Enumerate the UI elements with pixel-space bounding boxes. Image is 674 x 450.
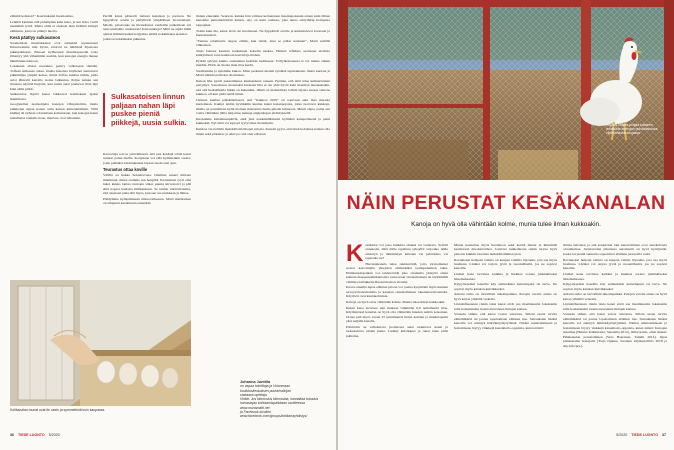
paragraph: Kuolemme kahdeksanpäivät, eikä yksi nokkamiäläisesti kylmänä kanaperheenä ja pieni kukkokin. Nyt niitä voi kypsyä tyytyväiset molempiin. — [196, 117, 330, 126]
paragraph: Kylpytarpeiksi kanoille käy esimerkiksi kutterinpuru tai turve. Ne sopivat myös kanalan kuivikkeeksi. — [563, 282, 667, 291]
pull-quote — [103, 93, 191, 127]
photo-caption: Kotikanalan munat ovat ite usein ja symmetrisiä kuin kaupassa. — [10, 408, 106, 412]
right-page — [338, 0, 674, 450]
section-heading: Teurastus ottaa koville — [103, 167, 148, 173]
paragraph: Lisäksi kana tarvitsee kalkkia ja hiekkaa sorana jauhinkiveksi lihasmahaansa. — [563, 272, 667, 281]
paragraph: Muuta kannattaa myös huomioon sekä kerätä munat ja kiinnittää kaamotaan muokattaviksi. Joustava kukkahuone onkin tarjota hyvä pakotus kukkin toteuttaa mahdollisimman pian. — [454, 243, 557, 256]
paragraph: Sulkasadon myötä kanat lakkaavat kaamoksen ajaksi munimasta. — [10, 92, 98, 101]
issue-number: 5/2020 — [616, 433, 628, 437]
paragraph: Kaava-alueilla lupaa eläinten pitoon voi joutua kysymään myös kunnan terveysviranomaisilta ja kanalan rakentamiseen rakennusvalvonnalta. Käytävät ovat kuntakohtaisia. — [346, 285, 448, 299]
author-line: on vapaa toimittaja ja Voionmaan — [240, 384, 291, 389]
right-column-1 — [346, 240, 448, 339]
author-tip: Vinkki: Jos kiinnostus kiinnostaa, kannattaa tutustua harrastajan kohtaamispaikkaan osoitteessa www.munamatti.net — [240, 397, 319, 410]
paragraph: Välillä on kukko hoidettavana. Olemme saneet mittaan miettinnet, miten otamme sen hengiltä. Perinteinen tyyli olisi lukoi kukko laittaa ruulojen sitkas puusta kirvestoivi ja pää siitä nopeat kaulasta hiilikankaan. Se tuntuu väkivaltaiselta, että ansataan paha tätä myös, kun sen saa nurkkaan ja lähtee. — [103, 173, 191, 196]
paragraph: Varaudu siihen, että kanat voivat sairastua. Silloin saatat tarvita eläinlääkäriä tai joutua lopettamaan eläimen itse. Sairauksien lisäksi kanoilla voi esiintyä häiriökäyttäytymistä. Niiden tunnistamiseen ja hoitamiseen löytyy vinkkejä kananhoito-oppaista, kuten näistä: — [454, 312, 557, 330]
paragraph: eläimiä kohtaan?” Kaarlenkaski huomauttaa. — [10, 14, 74, 18]
paragraph: joutuvat nokkimaksi pikkutus. — [103, 37, 147, 42]
article-subhead: Kanoja on hyvä olla vähintään kolme, munia tulee ilman kukkoakin. — [411, 221, 601, 228]
paragraph: Suolitamme ja nylemme kukon. Maut perknaat mennä syödäsä sapluokkaan, mutta kuolaat ja Matti säästää perhoion siiomuissa. — [196, 68, 330, 78]
right-column-3 — [563, 243, 667, 349]
eggs-in-box-image — [10, 280, 191, 406]
paragraph: Kukkoa vie tieltään mahdollisiin lihojen tulosta. Kunoni pyysi, että tässä kohdassa haluan olla miehi sekä pitkinen, ja siksi jos sitä olen elävissä. — [196, 127, 330, 136]
paragraph: Varaudu siihen, että kanat voivat sairastua. Silloin saatat tarvita eläinlääkäriä tai joutua lopettamaan eläimen itse. Sairauksien lisäksi kanoilla voi esiintyä häiriökäyttäytymistä. Niiden tunnistamiseen ja hoitamiseen löytyy vinkkejä kananhoito-oppaista, kuten näistä: Kanojen maailma (Helena Telkänranta, Sanasilta 2012), Omat kanat, omat munat: Pihakanalan perustaminen (Vera Haaranen, Tammi 2014), Opas pienkanalan hoitajalle (Tarja Ojanne, Suomen siipikarjaliitto 2018 ja siip.info/pra.). — [563, 312, 667, 348]
page-number: 37 — [662, 433, 666, 437]
paragraph: Kylpytarpeiksi kanoille käy esimerkiksi kutterinpuru tai turve. Ne sopivat myös kanalan kuivikkeeksi. — [454, 282, 557, 291]
paragraph: linnun ennenkin. Seuraan, kuinka hän valitsee kettuantaan maantupoksuun ennen kuin lähtee kanalalle pienoiskiväärin kanssa. Ajo on kuin rouheaa, joka autua siirtymään hoitajasta tappajaksi. — [196, 14, 330, 27]
left-folio — [10, 433, 60, 437]
paragraph: Toisin kuin me, kanat eivät ole huolissaan. Ne hyppäävät orrelle ja kurkistelevat koottaan ja huolestuneisti. — [196, 28, 330, 37]
hero-photo — [338, 0, 674, 180]
author-tip-link: ja Facebook-sivuihin www.facebook.com/groups/kotikanayhdistys/ — [240, 410, 308, 419]
paragraph: Lehmät kiemien eilä pidempään kuin kana, ja sen hoito vaatii enemmän työtä. Mutta eltää ei olekaan ihan hölmöä kiintyä eläimeen, jonta on pitänyt huolta. — [10, 19, 98, 33]
column-2 — [103, 14, 191, 43]
left-page — [0, 0, 336, 450]
paragraph: Lisäksi kana tarvitsee kalkkia ja hiekkaa sorana jauhinkiveksi lihasmahaansa. — [454, 272, 557, 281]
paragraph: Siteti laatuna kaulaan katkaiseen kokeilu naskaa. Hetken reflektia saattaaan elollista kiintyäilesti voisi kaahioon kasvattaja mahan. — [196, 48, 330, 58]
paragraph: Uutinen kuuluu pääsääntöisesti, että “Kukkoa 2019” on sopivaan aika maa marssia kuolemaan. Kumpi teidän hyväkkäin kuuluu kaksi kananpojanta, jotka tuottavat kukkoja, lihalla on paremmata kyllä moinen mausteina luulla pihalle kiinnosta. Munii ohjaa, paitsi sen voitta välttääkin jäilla lahjoittaa makuja siipijalkojen yhdistyksellä. — [196, 98, 330, 116]
paragraph: Ravinnoksi helpoin valinta on kaupan valmis täysrehu, jota saa myös luomuna. Lisäksi voi tarjota jyviä ja ruoantähteitä, jos ne sopivat kanoille. — [563, 257, 667, 271]
page-number: 36 — [10, 433, 14, 437]
issue-number: 5/2020 — [48, 433, 60, 437]
paragraph: Päivittäin on vaihdettava juomavesi sekä ruokittava kanat ja tarkastettava niiden kunto. Lisäksi kuivikkeet ja ruuat tulee pitää puhtaina. — [346, 324, 448, 338]
paragraph: Lintuinfluenssan riskin takia kanat eivät saa maaliskuulta lokakuulle tulla kosketuksiin luonnonvaraisten lintujen kanssa. — [454, 302, 557, 311]
paragraph: Kukin kana tarvitsee tain mukaan vähintään 0,6 neliömetriä tilaa. Käytännössä kanalan on hyvä olla vähintään kuuden neliön kokoinen. Orttaa pitä myös varata 25 senttimetriä lintua kohden ja munintapesiä yksi neljälle kanalle. — [346, 305, 448, 323]
drop-cap: K — [346, 240, 364, 267]
paragraph: “Tunnas eriamuutta tappaa elääin, kun tietää, ettei se pääse karkuun”, Matti selittää vihkaisten. — [196, 38, 330, 48]
hero-caption: Vapaus kaivaa pohjaa kuisteen tehtävälle auringon puhdistanussa vilpittömässä suojassa. — [606, 123, 658, 136]
right-column-2 — [454, 243, 557, 331]
paragraph — [346, 240, 448, 267]
paragraph: Googletellen neuleohjeita kanojen villapaitoihin, mutta puikkojen sijaan kanan ostin kaisan kuitetuubiiksin. Villit kiulkuj ää tarhaan odottamaan kotiutusaan, kun kanojen kanat tuskeltuisa talakiin stone, mistä ne ovat tulleetkin. — [10, 102, 98, 120]
paragraph: Lintuinfluenssan riskin takia kanat eivät saa maaliskuulta lokakuulle tulla kosketuksiin luonnonvaraisten lintujen kanssa. — [563, 302, 667, 311]
paragraph: mittaa tuhoisen ja sitä koskevien lain kanavalinnan ovat suositeltavia olosuhteissa. Juomaveden piketussa automaatti on hyvä hyödyntää, koska tai pieniä antureita sopeutuvat eläimen juotavalla vesiä. — [563, 243, 667, 256]
eggs-photo — [10, 280, 191, 406]
magazine-name: TIEDE LUONTO — [18, 433, 45, 437]
article-headline: NÄIN PERUSTAT KESÄKANALAN — [346, 192, 666, 214]
pull-quote-text: Sulkasatoisen linnun paljaan nahan läpi puskee pieniä piikkejä, uusia sulkia. — [111, 92, 187, 127]
right-folio — [616, 433, 666, 437]
paragraph: Perillä kanat pääsevät tuttuun kanalaan ja parveen. Ne hyppäävät orrelle ja päilyilevät ympärilleen levottomasti. Mietin, palaavatko ne hierarkiassa vanhoille paikoilleen vai neuvottelisimo uudestaan? Kattotuubeja? Mitä ne lajikt mihä ajattaa ihmisiä kaaksi kaijjoitua pitäisi nokkimaksi ajokaisi. — [103, 14, 191, 36]
magazine-name: TIEDE LUONTO — [631, 433, 658, 437]
paragraph: Suomalaiset maatiaiskanat ovat omnekisi sopeutuneet Ilmastoomme niin hyvin, ettoivät ne häiritkää ärjestosta pikkupakkasia. Ennoen kylmennsä munintapeosiin tosia ilmestyy yhä vähemmän usahtia, kun kanojen energia menee lämmönnuotantoon. — [10, 41, 98, 63]
paragraph: Pyrkää syttyisi kukko ouustamuu keittään tuolikseen. Yöllylkokoneesa si voi tunnie oikein meidän. Elääs on monta muu tilaa kerää. — [196, 58, 330, 68]
paragraph-text: esäkanat voi joko hankkia omaksi tai vuokrata. Selvitä ennakoita, mitä niille tapahtuu syksyllä: tarjoatko niille eristetyn ja lämmitetyn kanalan vai palauttako vai tapetatko ne? — [365, 243, 448, 261]
paragraph: Ravinnoksi hellpoin valinta on kaupan valmiia täysrehu, jota saa myös luomuna. Lisäksi voi tarjota jyviä ja ruoantähteitä, jos ne sopivat kanoille. — [454, 257, 557, 271]
column-1 — [10, 14, 98, 121]
author-line: koulutuskeskuksen puutarhalinjan — [240, 388, 291, 393]
author-box — [240, 380, 332, 419]
hen-in-coop-image — [338, 0, 674, 180]
paragraph: Aidattu tarha on turvallisin ulkoilupaikka. Petojen varalta aitaus on hyvä kattaa ylhäältä verkolla. — [454, 292, 557, 301]
paragraph: Kukon liha pyörii pakastimessa kuukaudesta toiseen. Epäilen, että siitä tulee kulinaristinen pettymys. Sanomeasa montaaksi kuonaan liha ei ole yhtä hyvät kuin maatilan maataukokin, että sitä herkullisella hikkä on kuitenkin. Jälkiä on mahdollista loihtia uljasta suussa sulavaa kukkoa, eli kun pitää tietää miten. — [196, 79, 330, 97]
paragraph: Lokakuun alussa nuorekko petirry valkoiseen räntään. Toffeen sulkasato alkaa. Osalla kanoista höyhenet suututuvat pikkuhiljaa ympäri kehoa, mutta Toffee kuuluu niihin, joilta sulat lähtevät kerralla isoina laikkuina. Paljas naluka sen rinnassa näyttää hurjalta, kun uudet sulat puskevat ihon läpi kuin siilin piikit. — [10, 64, 98, 91]
author-name: Johanna Junttila — [240, 380, 271, 384]
paragraph: Aidattu tarha on turvallisin ulkoilupaikka. Petojen varalta aitaus on hyvä kattaa ylhäältä verkolla. — [563, 292, 667, 301]
paragraph: Kasvattaja toivoa ystävällisesti, että essi kenäsiä värää kanat tutturat paluu meille. Konykana voi elää kymmenkin vuotta, joten pelkäksi lohdutukseksi lupaan tuoda ensi ajan. — [103, 152, 191, 165]
author-line: vastaava opettaja. — [240, 392, 268, 397]
paragraph: Kanoja on hyvä ottaa vähintään kolme. Munia tulee ilman kukkoakin. — [346, 300, 446, 304]
paragraph: Harrastekanala tulee rekisteröidä, jotta viranomaiset saavat kasvattajiin yhteyden esimerkiksi tautiepidemian takia. Eläintenpitopaikan voi rekisteröidä joko ottamalla yhteyttä oman kunnan maaseutuelinkeinoista vastaavaan viranomaiseen tai täyttämällä valmiita lomakkeita Ruokaviraston sivuilla. — [346, 262, 448, 284]
column-3 — [196, 14, 330, 137]
column-2-continued — [103, 152, 191, 207]
paragraph: Päädymme kympämiseen mikrovaiheessa. Matti merikarkea on ampunut kanalinnun ennenkin. — [103, 196, 191, 206]
section-heading: Kesä päättyy sulkasatoon — [10, 35, 61, 40]
